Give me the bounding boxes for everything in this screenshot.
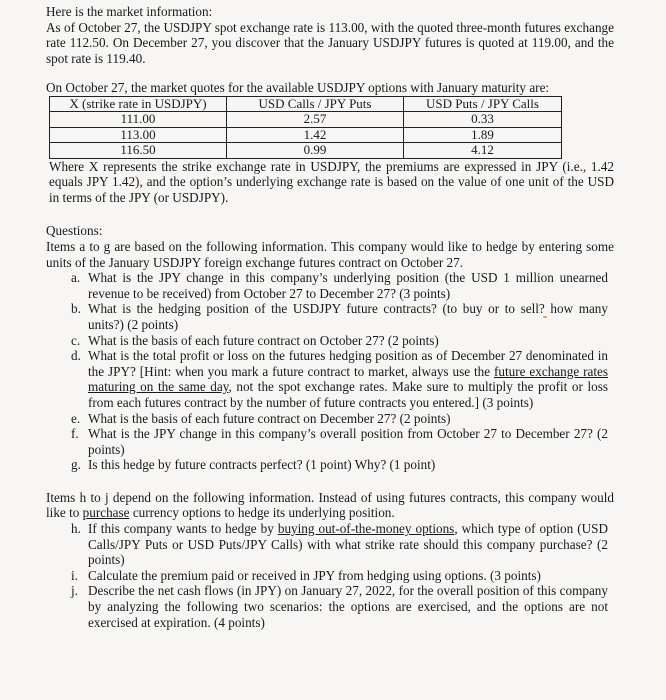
question-item-j xyxy=(71,583,608,630)
table-note: Where X represents the strike exchange rate in USDJPY, the premiums are expressed in JPY (i.e., 1.42 equals JPY 1.42), and the option’s underlying exchange rate is based on the value of one unit of the USD in terms of the JPY (or USDJPY). xyxy=(49,158,614,205)
table-caption: On October 27, the market quotes for the available USDJPY options with January maturity are: xyxy=(46,80,550,96)
question-item-e xyxy=(71,410,608,427)
header-usd-puts: USD Puts / JPY Calls xyxy=(404,96,562,111)
market-info-text: As of October 27, the USDJPY spot exchange rate is 113.00, with the quoted three-month futures exchange rate 112.50. On December 27, you discover that the January USDJPY futures is quoted at 119.00, and the spot rate is 119.40. xyxy=(46,19,614,66)
options-intro-underlined: purchase xyxy=(82,505,130,521)
question-letter: h. xyxy=(71,521,81,537)
question-text: What is the hedging position of the USDJPY future contracts? (to buy or to sell? how many units?) (2 points) xyxy=(88,301,608,332)
question-item-i xyxy=(71,567,608,584)
question-letter: j. xyxy=(71,583,78,599)
options-intro-end: currency options to hedge its underlying position. xyxy=(129,505,395,521)
question-text: What is the JPY change in this company’s overall position from October 27 to December 27? (2 points) xyxy=(88,426,608,457)
cell-put-premium: 4.12 xyxy=(404,143,562,158)
market-info-heading: Here is the market information: xyxy=(46,4,213,19)
question-text-start: If this company wants to hedge by xyxy=(88,521,278,537)
question-text: What is the JPY change in this company’s underlying position (the USD 1 million unearned revenue to be received) from October 27 to December 27? (3 points) xyxy=(88,270,608,301)
options-intro xyxy=(46,490,614,521)
cell-put-premium: 1.89 xyxy=(404,127,562,142)
cell-call-premium: 1.42 xyxy=(227,127,404,142)
question-item-d xyxy=(71,348,608,410)
market-info-section xyxy=(46,4,614,66)
options-intro-start: Items h to j depend on the following information. Instead of using futures contracts, this company would like to xyxy=(46,489,614,521)
question-item-b xyxy=(71,301,608,332)
question-letter: c. xyxy=(71,332,81,348)
question-letter: f. xyxy=(71,426,79,442)
stray-mark xyxy=(543,316,547,318)
question-letter: b. xyxy=(71,301,81,317)
question-item-c xyxy=(71,332,608,349)
question-text-end: , not the spot exchange rates. Make sure to multiply the profit or loss from each futures contract by the number of future contracts you entered.] (3 points) xyxy=(88,379,608,410)
question-text: What is the basis of each future contract on December 27? (2 points) xyxy=(88,410,451,426)
question-letter: a. xyxy=(71,270,81,286)
cell-strike: 113.00 xyxy=(50,127,227,142)
question-text-underlined: buying out-of-the-money options xyxy=(277,521,455,537)
question-item-f xyxy=(71,426,608,457)
question-letter: e. xyxy=(71,410,81,426)
cell-strike: 111.00 xyxy=(50,112,227,127)
question-letter: i. xyxy=(71,567,78,583)
table-row xyxy=(50,143,562,158)
question-text-underlined: future exchange rates maturing on the same day xyxy=(88,363,608,395)
cell-strike: 116.50 xyxy=(50,143,227,158)
question-item-a xyxy=(71,270,608,301)
spacer xyxy=(0,473,666,490)
question-text: Describe the net cash flows (in JPY) on January 27, 2022, for the overall position of this company by analyzing the following two scenarios: the options are exercised, and the options are not exercised at expiration. (4 points) xyxy=(88,583,608,630)
question-text-start: What is the total profit or loss on the futures hedging position as of December 27 denominated in the JPY? [Hint: when you mark a future contract to market, always use the xyxy=(88,348,608,379)
header-strike: X (strike rate in USDJPY) xyxy=(50,96,227,111)
question-text: Is this hedge by future contracts perfect? (1 point) Why? (1 point) xyxy=(88,457,436,473)
question-letter: d. xyxy=(71,348,81,364)
question-text: What is the basis of each future contract on October 27? (2 points) xyxy=(88,332,439,348)
questions-heading: Questions: xyxy=(46,223,103,239)
options-table xyxy=(49,96,562,159)
futures-intro: Items a to g are based on the following information. This company would like to hedge by entering some units of the January USDJPY foreign exchange futures contract on October 27. xyxy=(46,238,614,270)
futures-question-list xyxy=(0,270,666,473)
question-text: Calculate the premium paid or received in JPY from hedging using options. (3 points) xyxy=(88,567,541,583)
cell-call-premium: 0.99 xyxy=(227,143,404,158)
table-header-row xyxy=(50,96,562,111)
options-question-list xyxy=(0,521,666,630)
question-item-h xyxy=(71,521,608,568)
question-item-g xyxy=(71,457,608,473)
table-row xyxy=(50,127,562,142)
table-row xyxy=(50,112,562,127)
header-usd-calls: USD Calls / JPY Puts xyxy=(227,96,404,111)
cell-call-premium: 2.57 xyxy=(227,112,404,127)
cell-put-premium: 0.33 xyxy=(404,112,562,127)
question-letter: g. xyxy=(71,457,81,473)
question-text-end: , which type of option (USD Calls/JPY Puts or USD Puts/JPY Calls) with what strike rate should this company purchase? (2 points) xyxy=(88,521,608,568)
